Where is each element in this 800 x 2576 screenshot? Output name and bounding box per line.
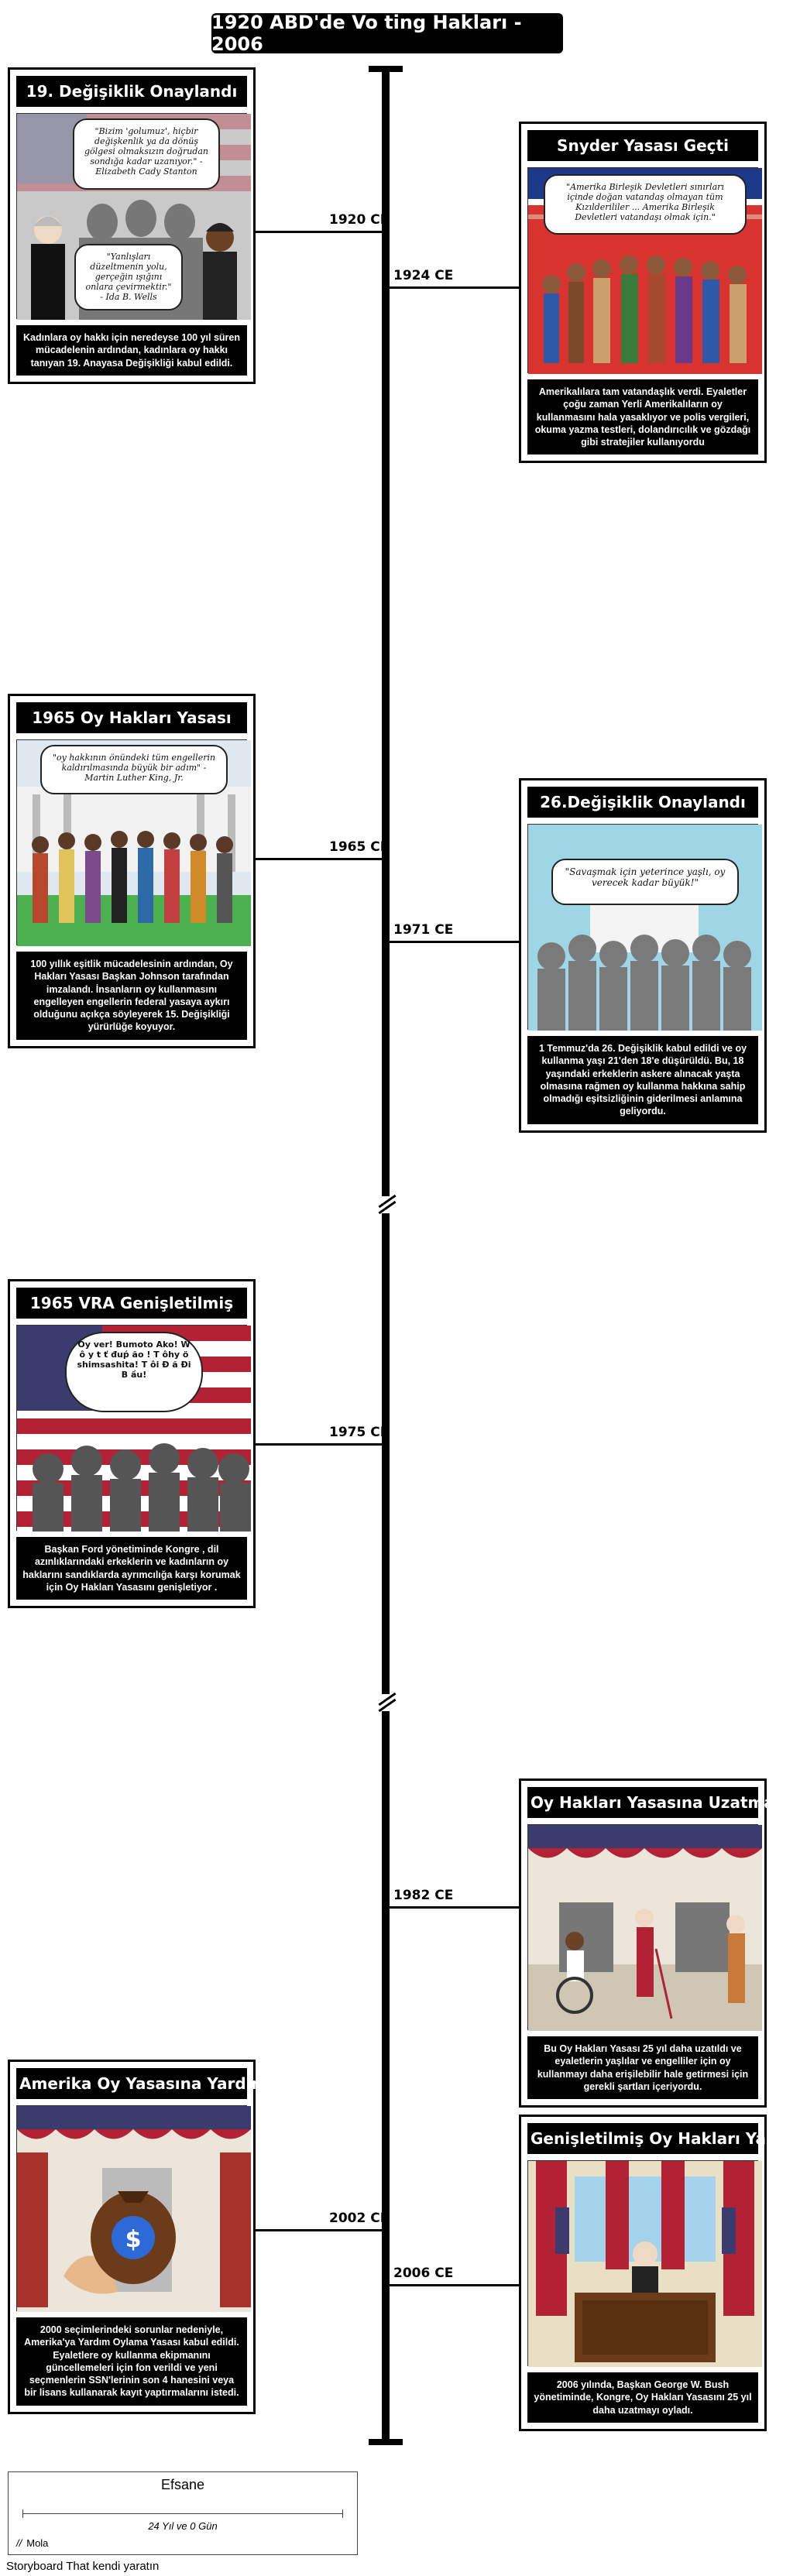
card-title: Oy Hakları Yasasına Uzatma xyxy=(527,1787,758,1818)
connector-1975 xyxy=(256,1443,382,1446)
scene-1920 xyxy=(16,113,247,319)
legend-break-entry xyxy=(16,2537,48,2549)
scene-1924 xyxy=(527,167,758,373)
card-caption: 2000 seçimlerindeki sorunlar nedeniyle, Amerika'ya Yardım Oylama Yasası kabul edildi. Eyaletlere oy kullanma ekipmanını güncellemeleri için fon verildi ve yeni seçmenlerin SSN'lerinin son 4 hanesini veya bir lisans kullanarak kayıt yaptırmalarını istedi. xyxy=(16,2317,247,2406)
page-title: 1920 ABD'de Vo ting Hakları - 2006 xyxy=(211,13,563,53)
date-label-1982: 1982 CE xyxy=(393,1888,454,1903)
scene-1965 xyxy=(16,739,247,945)
connector-2006 xyxy=(390,2284,519,2286)
card-caption: 1 Temmuz'da 26. Değişiklik kabul edildi ve oy kullanma yaşı 21'den 18'e düşürüldü. Bu, 18 yaşındaki erkeklerin askere alınacak yaşta olmasına rağmen oy kullanma hakkına sahip olmadığı eşitsizliğinin giderilmesi anlamına geliyordu. xyxy=(527,1036,758,1124)
date-label-1975: 1975 CE xyxy=(329,1425,390,1440)
card-caption: 100 yıllık eşitlik mücadelesinin ardından, Oy Hakları Yasası Başkan Johnson tarafından imzalandı. İnsanların oy kullanmasını engelleyen engellerin federal yasaya aykırı olduğunu açıkça söyleyerek 15. Değişikliği yürürlüğe koyuyor. xyxy=(16,952,247,1040)
card-caption: Amerikalılara tam vatandaşlık verdi. Eyaletler çoğu zaman Yerli Amerikalıların oy kullanmasını hala yasaklıyor ve polis vergileri, okuma yazma testleri, dolandırıcılık ve gözdağı gibi stratejiler kullanıyordu xyxy=(527,379,758,454)
timeline-end-cap xyxy=(369,2439,403,2445)
quote-bubble: "Savaşmak için yeterince yaşlı, oy verecek kadar büyük!" xyxy=(551,859,739,905)
quote-bubble: "Amerika Birleşik Devletleri sınırları içinde doğan vatandaş olmayan tüm Kızılderililer ... Amerika Birleşik Devletleri vatandaşı olmak için." xyxy=(544,174,747,235)
card-caption: Bu Oy Hakları Yasası 25 yıl daha uzatıldı ve eyaletlerin yaşlılar ve engelliler için oy kullanmayı daha erişilebilir hale getirmesi için gerekli şartları içeriyordu. xyxy=(527,2036,758,2099)
date-label-1920: 1920 CE xyxy=(329,212,390,228)
timeline-break-marker xyxy=(375,1196,398,1213)
date-label-2002: 2002 CE xyxy=(329,2211,390,2226)
footer-credit-link[interactable]: Storyboard That kendi yaratın xyxy=(6,2560,160,2573)
card-title: 1965 Oy Hakları Yasası xyxy=(16,702,247,733)
event-card-1920 xyxy=(8,67,256,384)
card-caption: Başkan Ford yönetiminde Kongre , dil azınlıklarındaki erkeklerin ve kadınların oy haklarını sandıklarda ayrımcılığa karşı korumak için Oy Hakları Yasasını genişletiyor . xyxy=(16,1537,247,1600)
card-title: 1965 VRA Genişletilmiş xyxy=(16,1288,247,1319)
event-card-1971 xyxy=(519,778,767,1133)
date-label-1965: 1965 CE xyxy=(329,839,390,855)
oval-office-illustration xyxy=(528,2161,762,2367)
scene-1975 xyxy=(16,1325,247,1531)
scene-2006 xyxy=(527,2160,758,2366)
card-title: Amerika Oy Yasasına Yardım Et xyxy=(16,2068,247,2099)
quote-bubble: Oy ver! Bumoto Ako! W ô y t ť đuṕ ão ! T ôhy ö shimsashita! T ôi Đ ă Đi B ầu! xyxy=(65,1332,203,1412)
scene-1982 xyxy=(527,1824,758,2030)
event-card-1924 xyxy=(519,122,767,463)
connector-1965 xyxy=(256,858,382,860)
connector-1924 xyxy=(390,286,519,289)
card-caption: Kadınlara oy hakkı için neredeyse 100 yıl süren mücadelenin ardından, kadınlara oy hakkı tanıyan 19. Anayasa Değişikliği kabul edildi. xyxy=(16,325,247,376)
date-label-1971: 1971 CE xyxy=(393,922,454,938)
legend-box xyxy=(8,2471,358,2555)
capitol-protest-illustration xyxy=(528,825,762,1031)
card-title: 26.Değişiklik Onaylandı xyxy=(527,787,758,818)
card-caption: 2006 yılında, Başkan George W. Bush yönetiminde, Kongre, Oy Hakları Yasasını 25 yıl daha uzatmayı oyladı. xyxy=(527,2372,758,2423)
date-label-1924: 1924 CE xyxy=(393,268,454,283)
event-card-1965 xyxy=(8,694,256,1048)
quote-bubble: "oy hakkının önündeki tüm engellerin kaldırılmasında büyük bir adım" - Martin Luther King, Jr. xyxy=(40,745,228,794)
timeline-axis xyxy=(382,67,390,2443)
svg-text:$: $ xyxy=(125,2226,142,2253)
connector-2002 xyxy=(256,2229,382,2231)
funding-money-bag-illustration xyxy=(17,2106,251,2312)
legend-scale-rule xyxy=(22,2513,343,2514)
timeline-start-cap xyxy=(369,66,403,72)
quote-bubble: "Yanlışları düzeltmenin yolu, gerçeğin ışığını onlara çevirmektir." - Ida B. Wells xyxy=(74,244,183,310)
break-mark-icon: // xyxy=(16,2537,22,2549)
card-title: Genişletilmiş Oy Hakları Yasası xyxy=(527,2123,758,2154)
event-card-1975 xyxy=(8,1279,256,1608)
legend-span-label: 24 Yıl ve 0 Gün xyxy=(148,2520,218,2532)
date-label-2006: 2006 CE xyxy=(393,2266,454,2281)
event-card-2002 xyxy=(8,2060,291,2414)
connector-1920 xyxy=(256,231,382,233)
scene-2002 xyxy=(16,2105,247,2311)
scene-1971 xyxy=(527,824,758,1030)
connector-1971 xyxy=(390,941,519,943)
card-title: Snyder Yasası Geçti xyxy=(527,130,758,161)
legend-break-label: Mola xyxy=(26,2537,49,2549)
event-card-1982 xyxy=(519,1779,774,2108)
quote-bubble: "Bizim 'golumuz', hiçbir değişkenlik ya da dönüş gölgesi olmaksızın doğrudan sondığa kadar uzanıyor." -Elizabeth Cady Stanton xyxy=(73,118,220,190)
timeline-break-marker xyxy=(375,1694,398,1711)
accessible-voting-illustration xyxy=(528,1825,762,2031)
card-title: 19. Değişiklik Onaylandı xyxy=(16,76,247,107)
connector-1982 xyxy=(390,1906,519,1909)
legend-title: Efsane xyxy=(160,2477,205,2492)
event-card-2006 xyxy=(519,2115,800,2431)
